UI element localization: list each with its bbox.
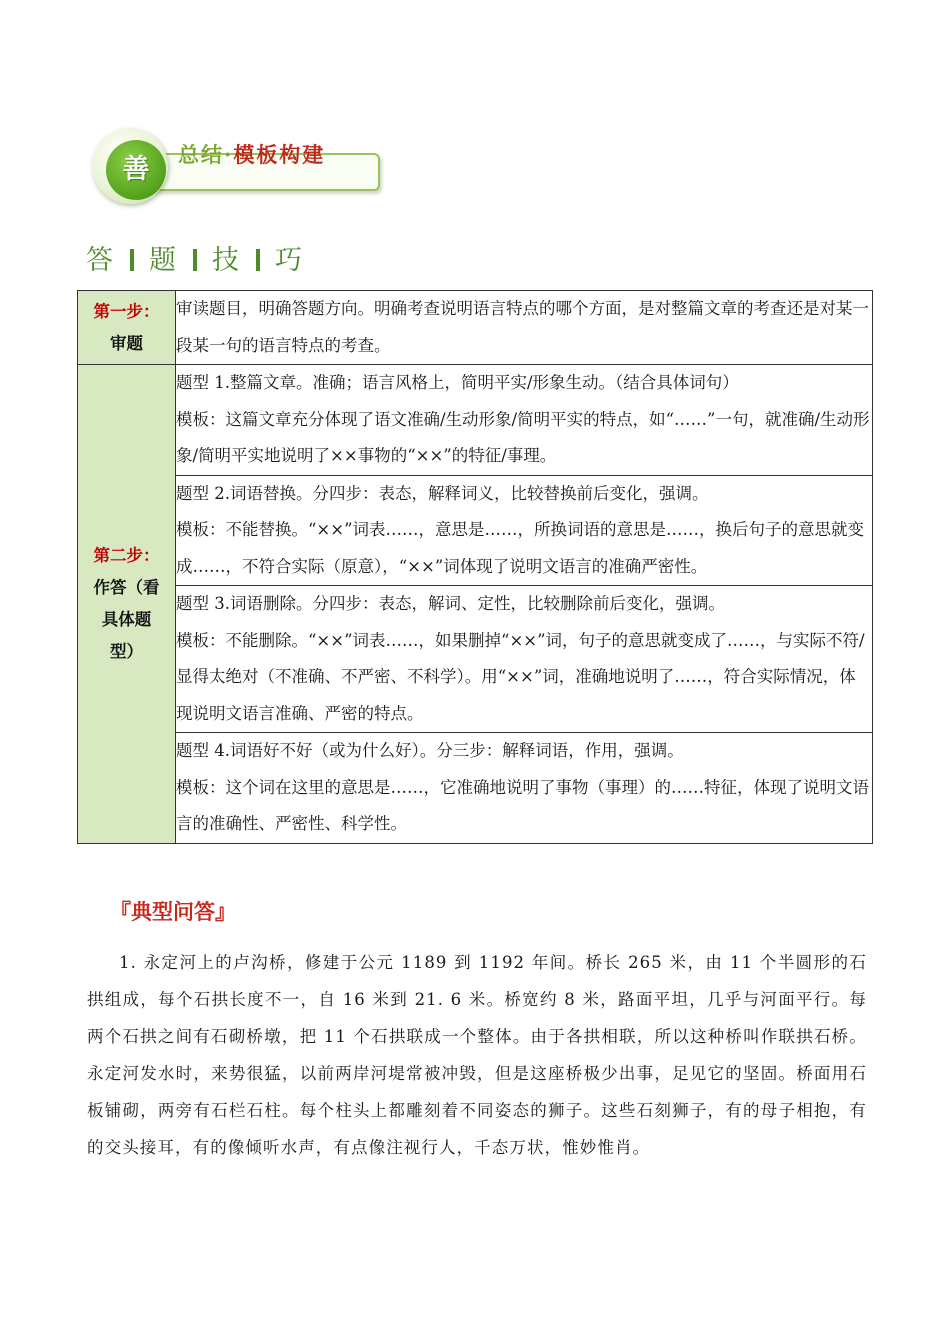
question-type-cell [176,475,873,586]
question-type-text: 题型 2.词语替换。分四步：表态，解释词义，比较替换前后变化，强调。 [176,483,709,503]
banner-title-template: 模板构建 [233,142,326,167]
question-type-cell [176,586,873,733]
step-name: 作答（看具体题型） [93,577,160,661]
heading-char: 题 [149,245,178,276]
heading-separator [193,249,197,271]
template-text: 模板：不能替换。“××”词表……，意思是……，所换词语的意思是……，换后句子的意思就变成……，不符合实际（原意），“××”词体现了说明文语言的准确严密性。 [176,520,865,576]
heading-char: 答 [86,245,115,276]
banner-emblem [92,128,168,204]
step-row [78,291,873,365]
heading-char: 巧 [275,245,304,276]
template-text: 模板：这篇文章充分体现了语文准确/生动形象/简明平实的特点，如“……”一句，就准确/生动形象/简明平实地说明了××事物的“××”的特征/事理。 [176,409,870,465]
question-type-text: 题型 1.整篇文章。准确；语言风格上，简明平实/形象生动。（结合具体词句） [176,373,739,392]
qa-passage: 1. 永定河上的卢沟桥，修建于公元 1189 到 1192 年间。桥长 265 米，由 11 个半圆形的石拱组成，每个石拱长度不一，自 16 米到 21. 6 米。桥宽约 8 米，路面平坦，几乎与河面平行。每两个石拱之间有石砌桥墩，把 11 个石拱联成一个整体。由于各拱相联，所以这种桥叫作联拱石桥。永定河发水时，来势很猛，以前两岸河堤常被冲毁，但是这座桥极少出事，足见它的坚固。桥面用石板铺砌，两旁有石栏石柱。每个柱头上都雕刻着不同姿态的狮子。这些石刻狮子，有的母子相抱，有的交头接耳，有的像倾听水声，有点像注视行人，千态万状，惟妙惟肖。 [87,953,867,1157]
heading-char: 技 [212,245,241,276]
template-text: 模板：这个词在这里的意思是……，它准确地说明了事物（事理）的……特征，体现了说明文语言的准确性、严密性、科学性。 [176,777,869,833]
banner-emblem-inner [106,140,166,200]
question-type-text: 题型 3.词语删除。分四步：表态，解词、定性，比较删除前后变化，强调。 [176,594,725,613]
answer-steps-table [77,290,873,844]
typical-qa-title: 『典型问答』 [110,899,236,924]
banner-title-summary: 总结· [178,142,234,167]
question-type-cell [176,365,873,476]
step-number: 第一步： [93,301,160,321]
step-name: 审题 [110,333,143,353]
banner-seal-char: 善 [122,154,150,185]
step-row [78,365,873,476]
step-row [78,586,873,733]
step-text: 审读题目，明确答题方向。明确考查说明语言特点的哪个方面，是对整篇文章的考查还是对某一段某一句的语言特点的考查。 [176,299,869,355]
step-row [78,733,873,844]
question-type-text: 题型 4.词语好不好（或为什么好）。分三步：解释词语，作用，强调。 [176,741,684,760]
banner-title [178,139,325,169]
step-row [78,475,873,586]
step-content-cell [176,291,873,365]
step-label-cell [78,365,176,844]
heading-separator [256,249,260,271]
template-text: 模板：不能删除。“××”词表……，如果删掉“××”词，句子的意思就变成了……，与实际不符/显得太绝对（不准确、不严密、不科学）。用“××”词，准确地说明了……，符合实际情况，体现说明文语言准确、严密的特点。 [176,630,865,723]
step-number: 第二步： [93,545,160,565]
section-banner [86,124,386,214]
question-type-cell [176,733,873,844]
section-heading [86,238,304,277]
heading-separator [130,249,134,271]
step-label-cell [78,291,176,365]
